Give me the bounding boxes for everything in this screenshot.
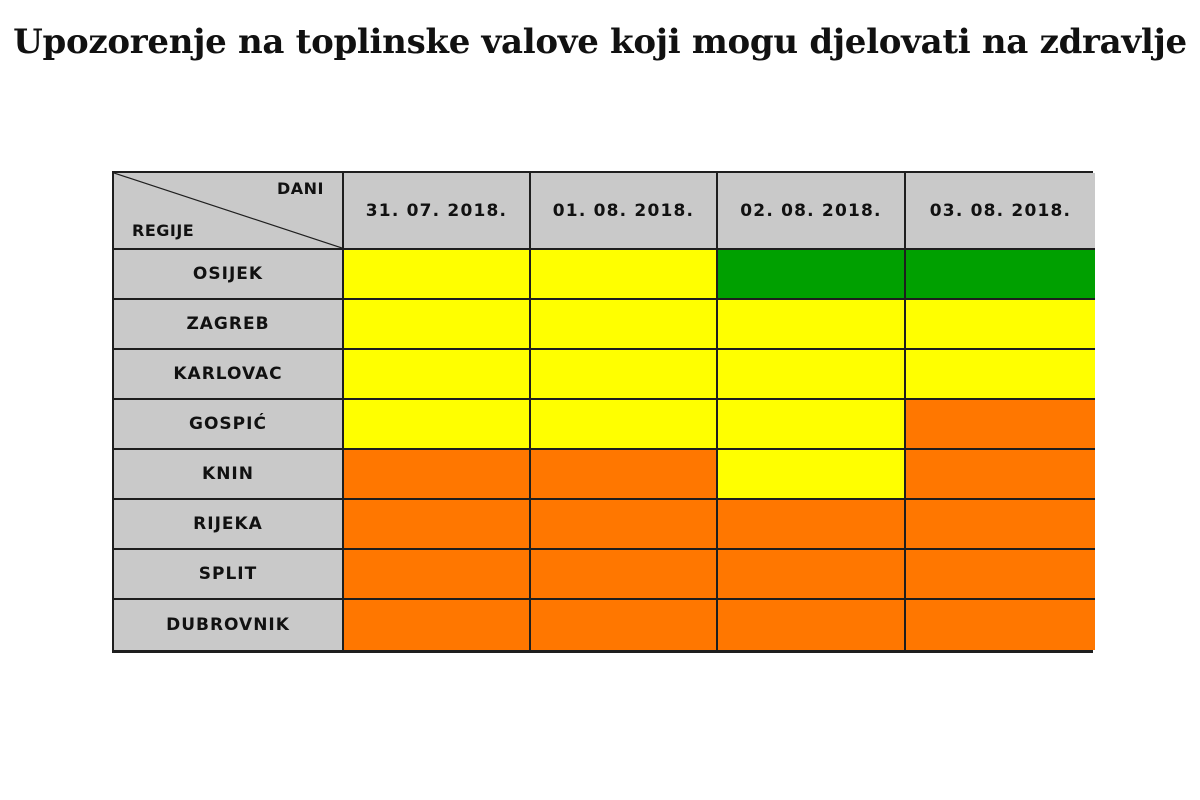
rows-axis-label: REGIJE	[132, 221, 195, 240]
column-header-date: 01. 08. 2018.	[531, 173, 718, 250]
warning-cell-yellow	[718, 350, 906, 400]
row-header-region: GOSPIĆ	[114, 400, 344, 450]
columns-axis-label: DANI	[276, 179, 324, 198]
warning-cell-orange	[906, 600, 1095, 650]
row-header-region: KNIN	[114, 450, 344, 500]
table-corner-header	[114, 173, 344, 250]
row-header-region: DUBROVNIK	[114, 600, 344, 650]
warning-cell-green	[906, 250, 1095, 300]
warning-cell-yellow	[718, 400, 906, 450]
warning-cell-orange	[531, 600, 718, 650]
warning-cell-orange	[531, 500, 718, 550]
warning-cell-orange	[906, 400, 1095, 450]
warning-cell-yellow	[344, 250, 531, 300]
row-header-region: KARLOVAC	[114, 350, 344, 400]
page-title: Upozorenje na toplinske valove koji mogu djelovati na zdravlje	[13, 22, 1187, 62]
warning-cell-orange	[531, 550, 718, 600]
warning-cell-yellow	[531, 300, 718, 350]
warning-cell-green	[718, 250, 906, 300]
warning-cell-yellow	[531, 250, 718, 300]
warning-cell-yellow	[344, 300, 531, 350]
warning-cell-yellow	[531, 400, 718, 450]
warning-cell-yellow	[718, 300, 906, 350]
warning-cell-orange	[344, 450, 531, 500]
heat-warning-table	[112, 171, 1093, 653]
warning-cell-yellow	[718, 450, 906, 500]
warning-cell-orange	[906, 550, 1095, 600]
warning-cell-orange	[718, 600, 906, 650]
warning-cell-yellow	[344, 400, 531, 450]
column-header-date: 03. 08. 2018.	[906, 173, 1095, 250]
warning-cell-orange	[906, 450, 1095, 500]
row-header-region: RIJEKA	[114, 500, 344, 550]
column-header-date: 31. 07. 2018.	[344, 173, 531, 250]
row-header-region: SPLIT	[114, 550, 344, 600]
warning-cell-orange	[344, 550, 531, 600]
warning-cell-orange	[344, 500, 531, 550]
warning-cell-orange	[906, 500, 1095, 550]
warning-cell-orange	[718, 550, 906, 600]
warning-cell-orange	[531, 450, 718, 500]
row-header-region: ZAGREB	[114, 300, 344, 350]
warning-cell-orange	[344, 600, 531, 650]
warning-cell-orange	[718, 500, 906, 550]
warning-cell-yellow	[531, 350, 718, 400]
row-header-region: OSIJEK	[114, 250, 344, 300]
warning-cell-yellow	[906, 300, 1095, 350]
warning-cell-yellow	[906, 350, 1095, 400]
warning-cell-yellow	[344, 350, 531, 400]
column-header-date: 02. 08. 2018.	[718, 173, 906, 250]
